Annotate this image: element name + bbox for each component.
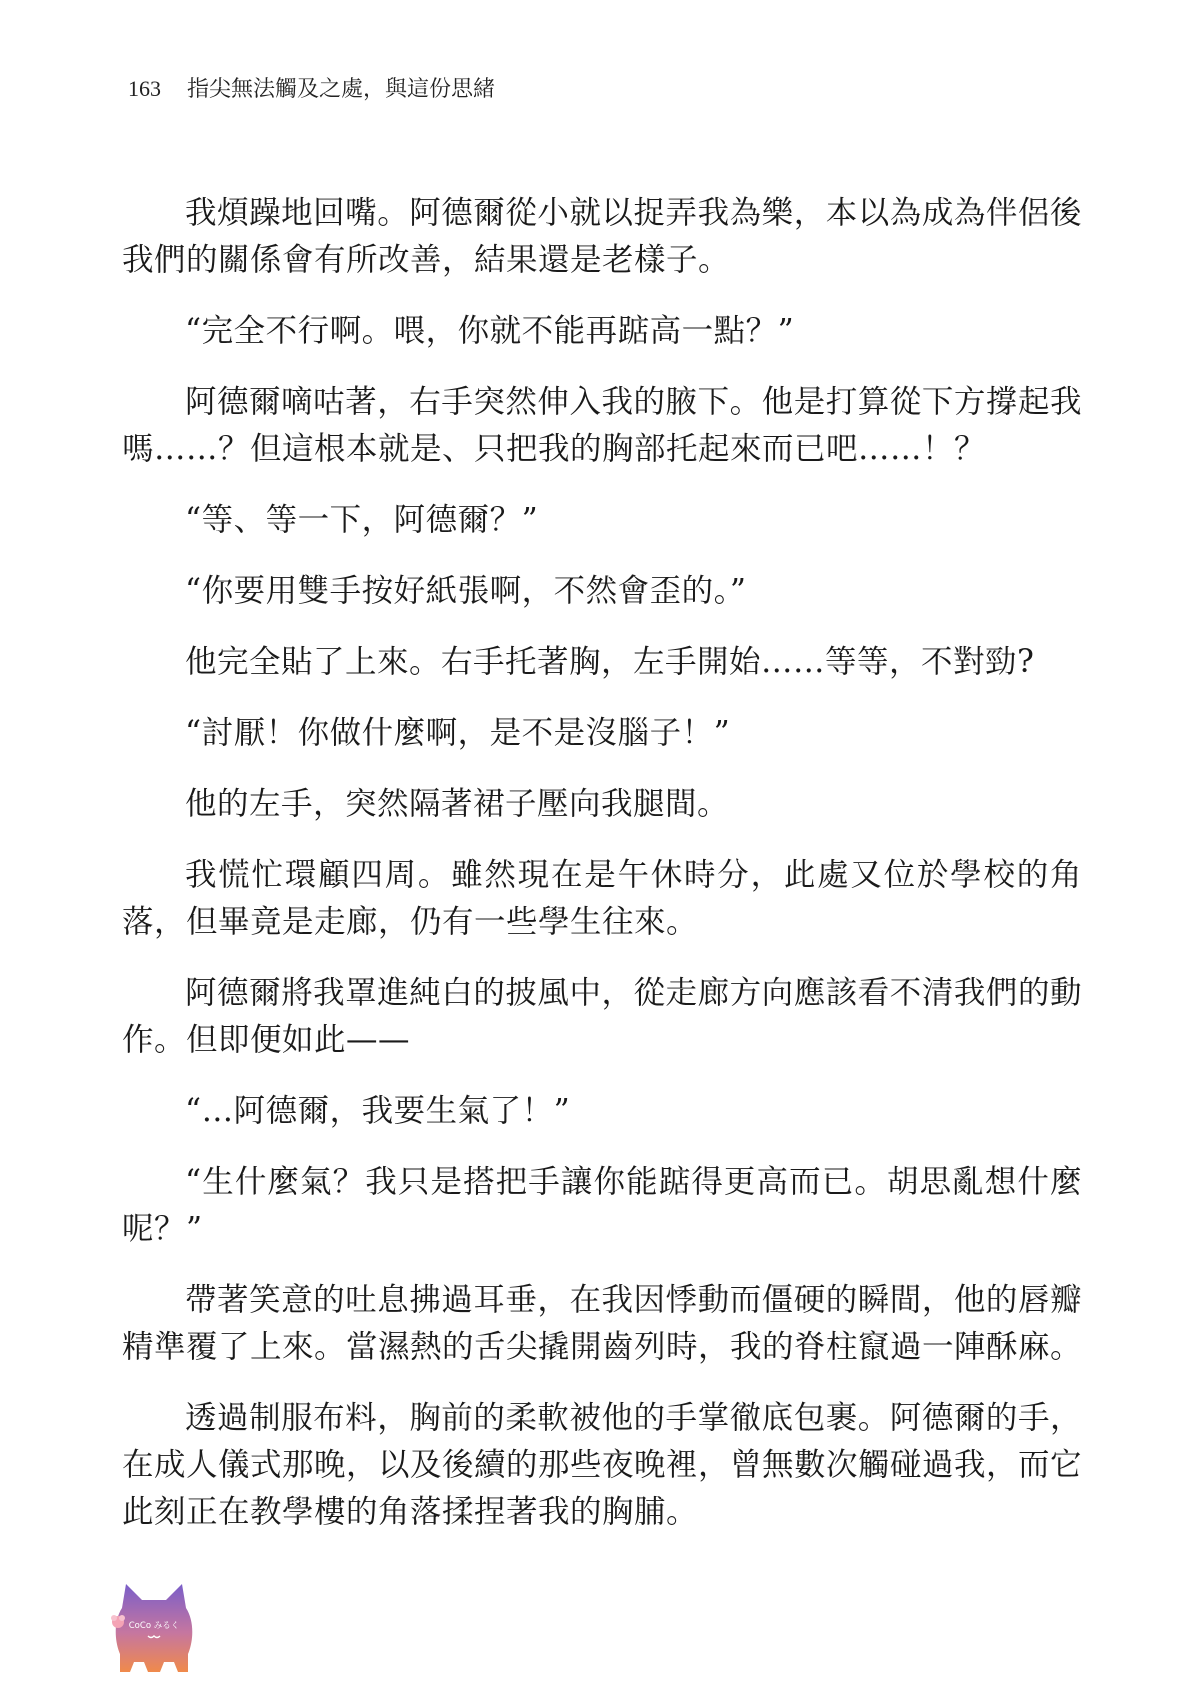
paragraph: 我慌忙環顧四周。雖然現在是午休時分，此處又位於學校的角落，但畢竟是走廊，仍有一些學生往來。: [122, 857, 1082, 940]
paragraph: 阿德爾將我罩進純白的披風中，從走廊方向應該看不清我們的動作。但即便如此——: [122, 975, 1082, 1058]
paragraph: 透過制服布料，胸前的柔軟被他的手掌徹底包裹。阿德爾的手，在成人儀式那晚，以及後續的那些夜晚裡，曾無數次觸碰過我，而它此刻正在教學樓的角落揉捏著我的胸脯。: [122, 1400, 1083, 1530]
body-text: [122, 190, 1082, 1560]
paragraph: “你要用雙手按好紙張啊，不然會歪的。”: [185, 573, 747, 609]
paragraph: 阿德爾嘀咕著，右手突然伸入我的腋下。他是打算從下方撐起我嗎……？但這根本就是、只把我的胸部托起來而已吧……！？: [122, 384, 1082, 467]
cat-watermark-icon: [108, 1578, 200, 1676]
page-header: [128, 72, 495, 103]
paragraph: “討厭！你做什麼啊，是不是沒腦子！”: [185, 715, 731, 751]
chapter-title: 指尖無法觸及之處，與這份思緒: [187, 77, 496, 102]
paragraph: “等、等一下，阿德爾？”: [185, 502, 539, 538]
paragraph: 他的左手，突然隔著裙子壓向我腿間。: [185, 786, 730, 822]
paragraph: “生什麼氣？我只是搭把手讓你能踮得更高而已。胡思亂想什麼呢？”: [122, 1164, 1082, 1247]
paragraph: 我煩躁地回嘴。阿德爾從小就以捉弄我為樂，本以為成為伴侶後我們的關係會有所改善，結果還是老樣子。: [122, 195, 1082, 278]
paragraph: “完全不行啊。喂，你就不能再踮高一點？”: [185, 313, 795, 349]
paragraph: “…阿德爾，我要生氣了！”: [185, 1093, 571, 1129]
watermark-text: CoCo みるく: [128, 1621, 180, 1631]
paragraph: 他完全貼了上來。右手托著胸，左手開始……等等，不對勁?: [185, 644, 1035, 680]
page-number: 163: [128, 76, 161, 101]
paragraph: 帶著笑意的吐息拂過耳垂，在我因悸動而僵硬的瞬間，他的唇瓣精準覆了上來。當濕熱的舌尖撬開齒列時，我的脊柱竄過一陣酥麻。: [122, 1282, 1083, 1365]
